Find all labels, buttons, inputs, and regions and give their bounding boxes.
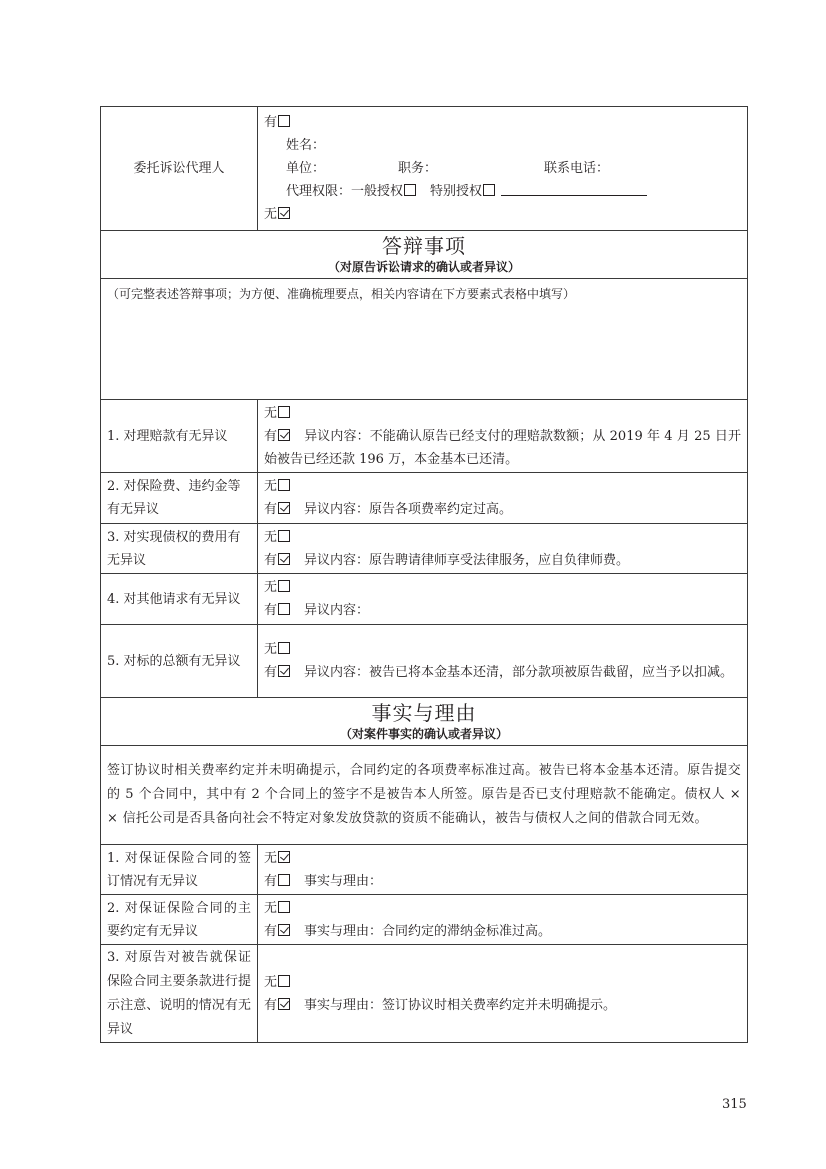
agent-content (258, 107, 748, 231)
none-label: 无 (264, 642, 278, 657)
defense-item-row (101, 574, 748, 625)
has-label: 有 (264, 428, 278, 444)
has-checkbox[interactable] (278, 665, 290, 677)
has-label: 有 (264, 997, 278, 1013)
has-checkbox[interactable] (278, 924, 290, 936)
none-checkbox[interactable] (278, 975, 290, 987)
none-label: 无 (264, 529, 278, 545)
none-label: 无 (264, 974, 278, 990)
defense-item-label: 2. 对保险费、违约金等有无异议 (101, 473, 258, 524)
has-label: 有 (264, 923, 278, 939)
defense-item-row (101, 400, 748, 473)
has-checkbox[interactable] (278, 502, 290, 514)
defense-header (101, 231, 748, 279)
facts-item-content (258, 845, 748, 895)
none-label: 无 (264, 900, 278, 916)
defense-item-row (101, 524, 748, 574)
defense-form-table (100, 106, 748, 1043)
has-checkbox[interactable] (278, 998, 290, 1010)
has-label: 有 (264, 552, 278, 568)
has-checkbox[interactable] (278, 874, 290, 886)
none-checkbox[interactable] (278, 479, 290, 491)
none-label: 无 (264, 580, 278, 595)
none-checkbox[interactable] (278, 642, 290, 654)
facts-item-row (101, 945, 748, 1043)
none-checkbox[interactable] (278, 530, 290, 542)
has-label: 有 (264, 665, 278, 680)
agent-unit-label: 单位： (286, 161, 326, 176)
agent-duty-label: 职务： (398, 161, 438, 176)
general-authority-checkbox[interactable] (404, 184, 416, 196)
facts-header-row (101, 698, 748, 746)
special-authority-checkbox[interactable] (483, 184, 495, 196)
special-authority-fill-line[interactable] (501, 183, 647, 196)
agent-none-label: 无 (264, 207, 278, 222)
defense-item-label: 1. 对理赔款有无异议 (101, 400, 258, 473)
none-label: 无 (264, 850, 278, 866)
has-label: 有 (264, 603, 278, 618)
defense-item-content (258, 625, 748, 698)
defense-note: （可完整表述答辩事项；为方便、准确梳理要点，相关内容请在下方要素式表格中填写） (107, 287, 576, 301)
defense-item-row (101, 625, 748, 698)
none-label: 无 (264, 479, 278, 494)
objection-detail: 异议内容：原告聘请律师享受法律服务，应自负律师费。 (304, 552, 630, 568)
defense-item-label: 3. 对实现债权的费用有无异议 (101, 524, 258, 574)
facts-subtitle: （对案件事实的确认或者异议） (339, 727, 508, 741)
objection-detail: 异议内容：不能确认原告已经支付的理赔款数额；从 2019 年 4 月 25 日开始被告已经还款 196 万，本金基本已还清。 (264, 428, 741, 467)
none-checkbox[interactable] (278, 580, 290, 592)
defense-item-label: 5. 对标的总额有无异议 (101, 625, 258, 698)
facts-item-content (258, 945, 748, 1043)
none-label: 无 (264, 405, 278, 421)
agent-row (101, 107, 748, 231)
defense-note-row (101, 279, 748, 400)
agent-name-line: 姓名： (286, 138, 326, 153)
fact-detail: 事实与理由： (304, 873, 383, 889)
agent-phone-label: 联系电话： (544, 161, 610, 176)
has-label: 有 (264, 873, 278, 889)
none-checkbox[interactable] (278, 901, 290, 913)
facts-item-label: 2. 对保证保险合同的主要约定有无异议 (101, 895, 258, 945)
none-checkbox[interactable] (278, 851, 290, 863)
agent-special-label: 特别授权 (430, 184, 483, 199)
page-number: 315 (722, 1097, 747, 1112)
facts-header (101, 698, 748, 746)
has-checkbox[interactable] (278, 553, 290, 565)
defense-item-content (258, 524, 748, 574)
has-checkbox[interactable] (278, 603, 290, 615)
agent-authority-label: 代理权限：一般授权 (286, 184, 404, 199)
facts-summary[interactable]: 签订协议时相关费率约定并未明确提示，合同约定的各项费率标准过高。被告已将本金基本还清。原告提交的 5 个合同中，其中有 2 个合同上的签字不是被告本人所签。原告是否已支付理赔款不能确定。债权人 × × 信托公司是否具备向社会不特定对象发放贷款的资质不能确认，被告与债权人之间的借款合同无效。 (101, 746, 748, 845)
agent-has-label: 有 (264, 115, 278, 130)
objection-detail: 异议内容：原告各项费率约定过高。 (304, 502, 513, 517)
defense-item-row (101, 473, 748, 524)
agent-has-checkbox[interactable] (278, 115, 290, 127)
has-checkbox[interactable] (278, 429, 290, 441)
facts-item-content (258, 895, 748, 945)
objection-detail: 异议内容： (304, 603, 370, 618)
defense-item-label: 4. 对其他请求有无异议 (101, 574, 258, 625)
none-checkbox[interactable] (278, 406, 290, 418)
defense-note-cell[interactable] (101, 279, 748, 400)
agent-label: 委托诉讼代理人 (101, 107, 258, 231)
facts-title: 事实与理由 (371, 701, 477, 725)
fact-detail: 事实与理由：签订协议时相关费率约定并未明确提示。 (304, 997, 617, 1013)
agent-none-checkbox[interactable] (278, 207, 290, 219)
facts-item-label: 1. 对保证保险合同的签订情况有无异议 (101, 845, 258, 895)
defense-header-row (101, 231, 748, 279)
defense-item-content (258, 574, 748, 625)
facts-summary-row (101, 746, 748, 845)
objection-detail: 异议内容：被告已将本金基本还清，部分款项被原告截留，应当予以扣减。 (304, 665, 734, 680)
facts-item-label: 3. 对原告对被告就保证保险合同主要条款进行提示注意、说明的情况有无异议 (101, 945, 258, 1043)
defense-item-content (258, 400, 748, 473)
facts-item-row (101, 895, 748, 945)
fact-detail: 事实与理由：合同约定的滞纳金标准过高。 (304, 923, 552, 939)
defense-subtitle: （对原告诉讼请求的确认或者异议） (327, 260, 520, 274)
facts-item-row (101, 845, 748, 895)
has-label: 有 (264, 502, 278, 517)
defense-title: 答辩事项 (382, 234, 466, 258)
defense-item-content (258, 473, 748, 524)
